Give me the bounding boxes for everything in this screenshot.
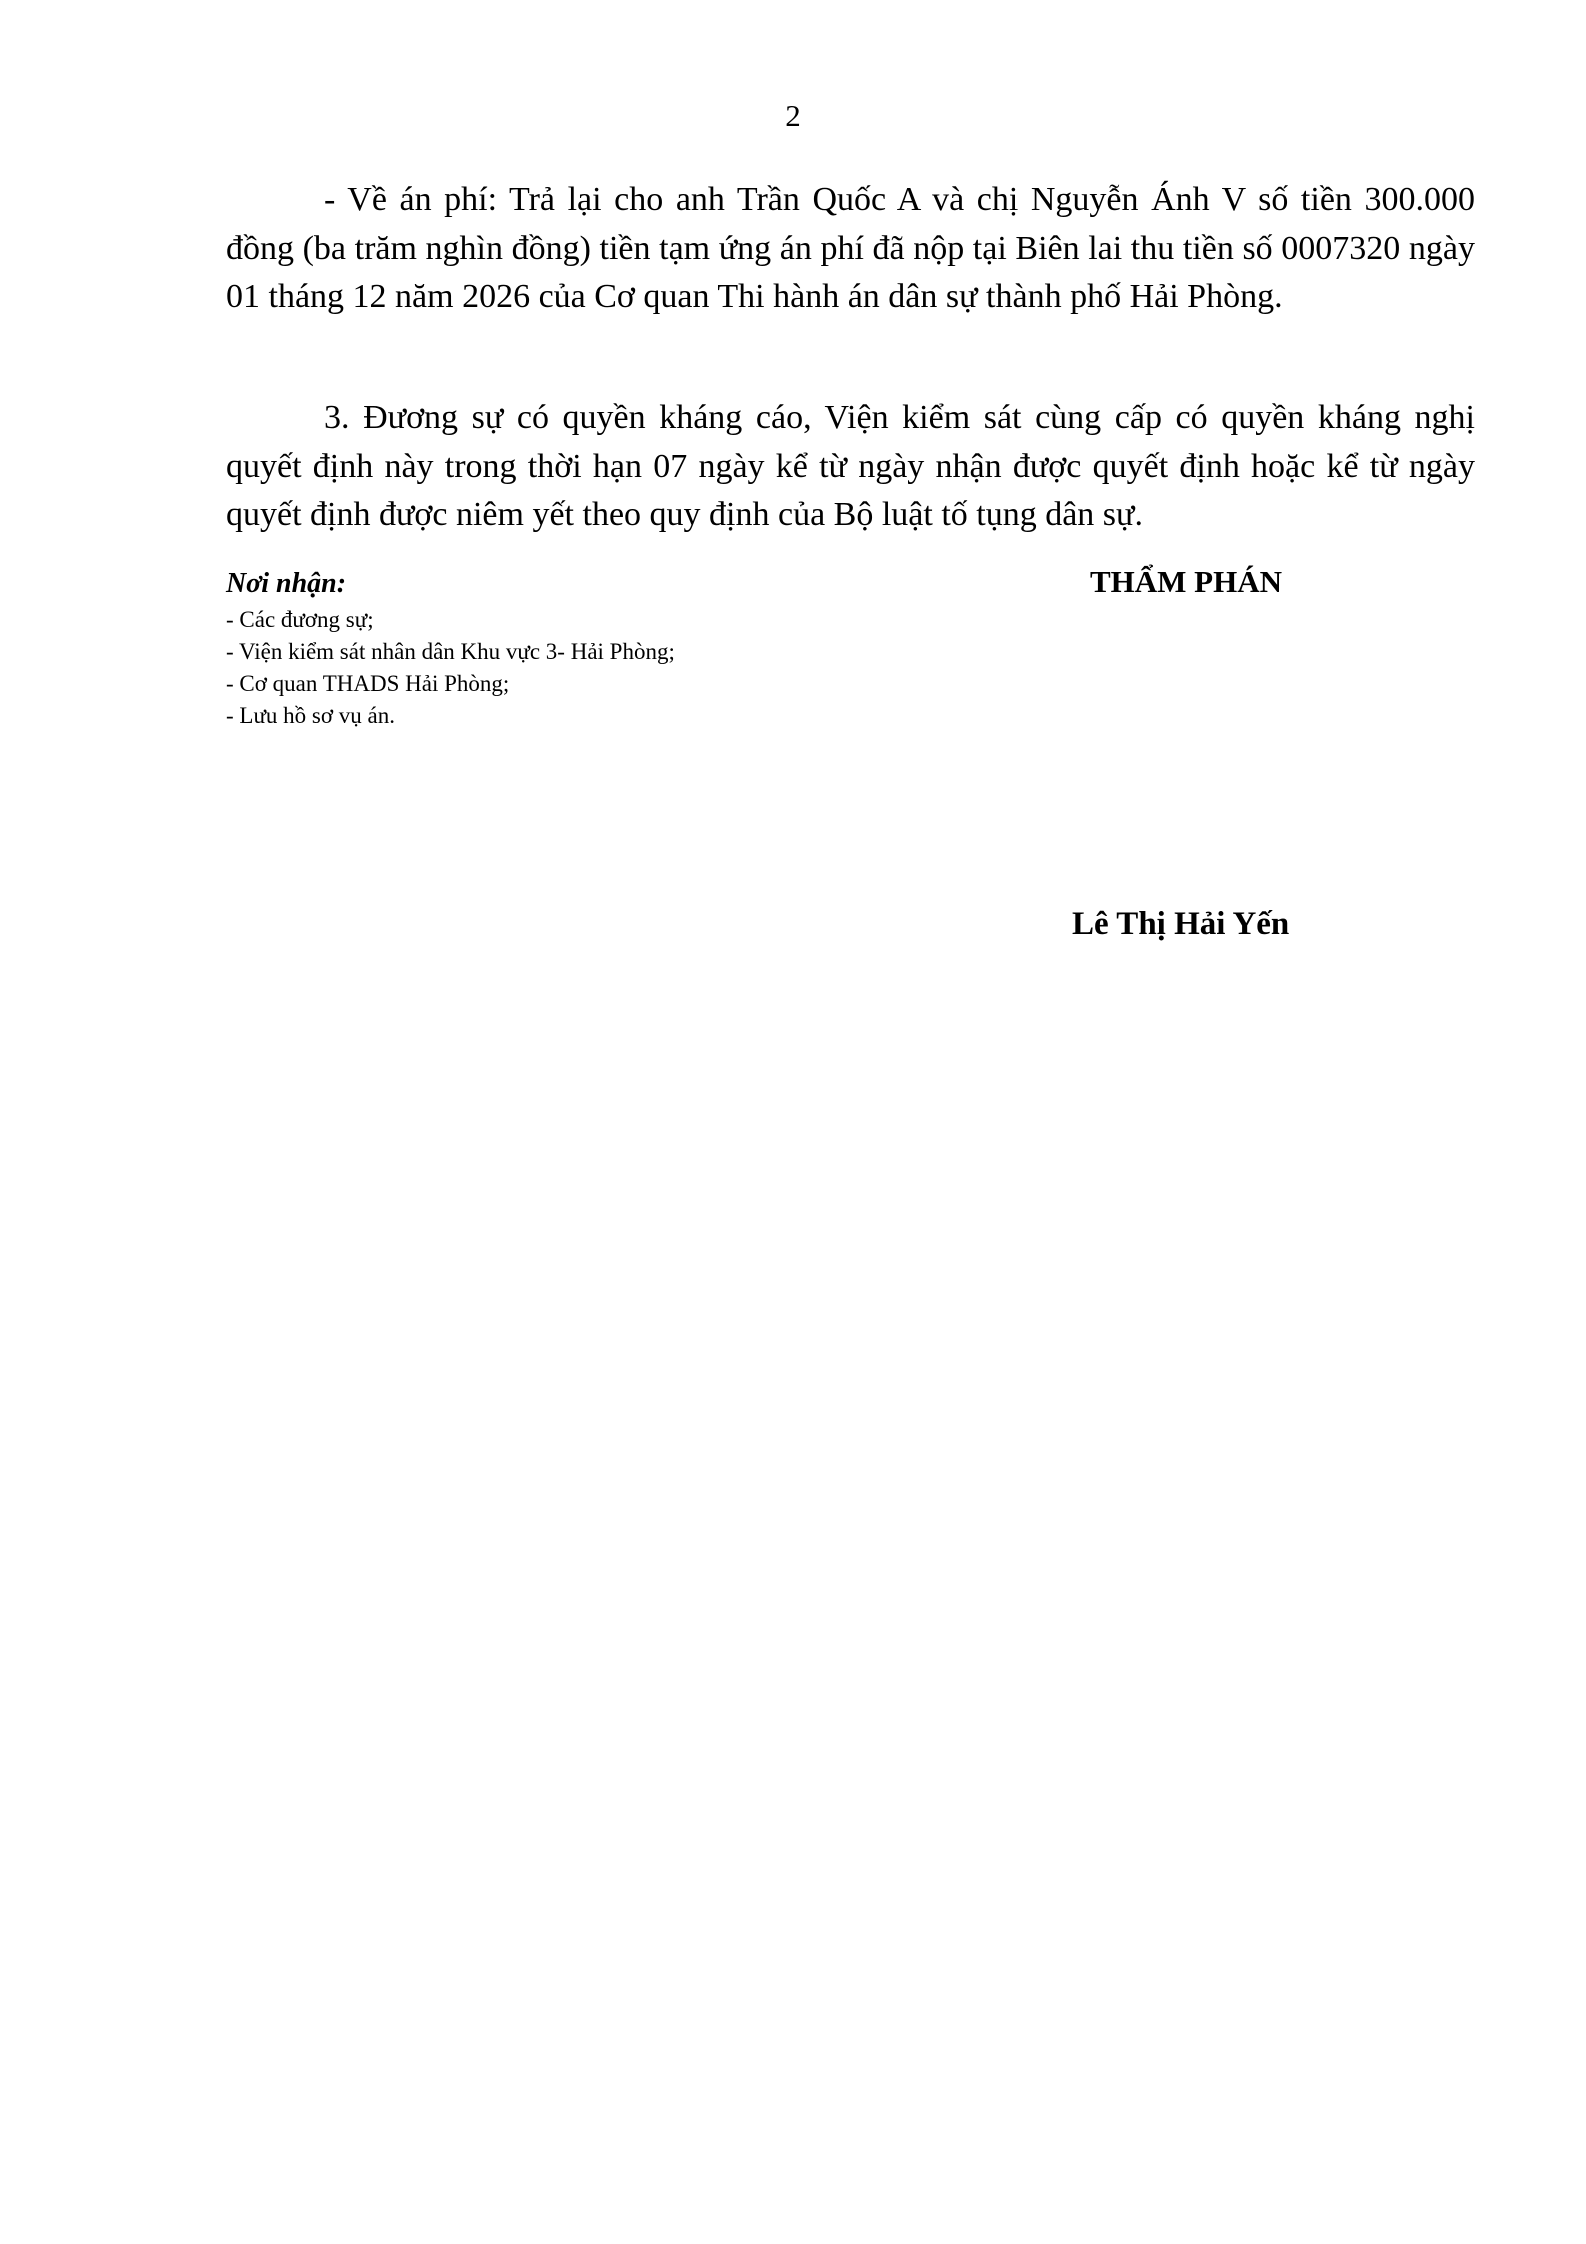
recipient-item: - Cơ quan THADS Hải Phòng; [226, 671, 510, 696]
signature-name: Lê Thị Hải Yến [1072, 906, 1290, 942]
signature-title: THẨM PHÁN [1090, 564, 1283, 599]
recipient-item: - Viện kiểm sát nhân dân Khu vực 3- Hải Phòng; [226, 639, 675, 664]
recipients-block [226, 566, 926, 732]
recipient-item: - Lưu hồ sơ vụ án. [226, 703, 395, 728]
court-fee-paragraph: - Về án phí: Trả lại cho anh Trần Quốc A và chị Nguyễn Ánh V số tiền 300.000 đồng (ba trăm nghìn đồng) tiền tạm ứng án phí đã nộp tại Biên lai thu tiền số 0007320 ngày 01 tháng 12 năm 2026 của Cơ quan Thi hành án dân sự thành phố Hải Phòng. [226, 181, 1475, 315]
appeal-rights-paragraph: 3. Đương sự có quyền kháng cáo, Viện kiểm sát cùng cấp có quyền kháng nghị quyết định này trong thời hạn 07 ngày kể từ ngày nhận được quyết định hoặc kể từ ngày quyết định được niêm yết theo quy định của Bộ luật tố tụng dân sự. [226, 399, 1475, 533]
recipient-item: - Các đương sự; [226, 607, 374, 632]
recipients-title: Nơi nhận: [226, 568, 347, 599]
recipients-list [226, 604, 926, 732]
page-number: 2 [785, 98, 801, 133]
